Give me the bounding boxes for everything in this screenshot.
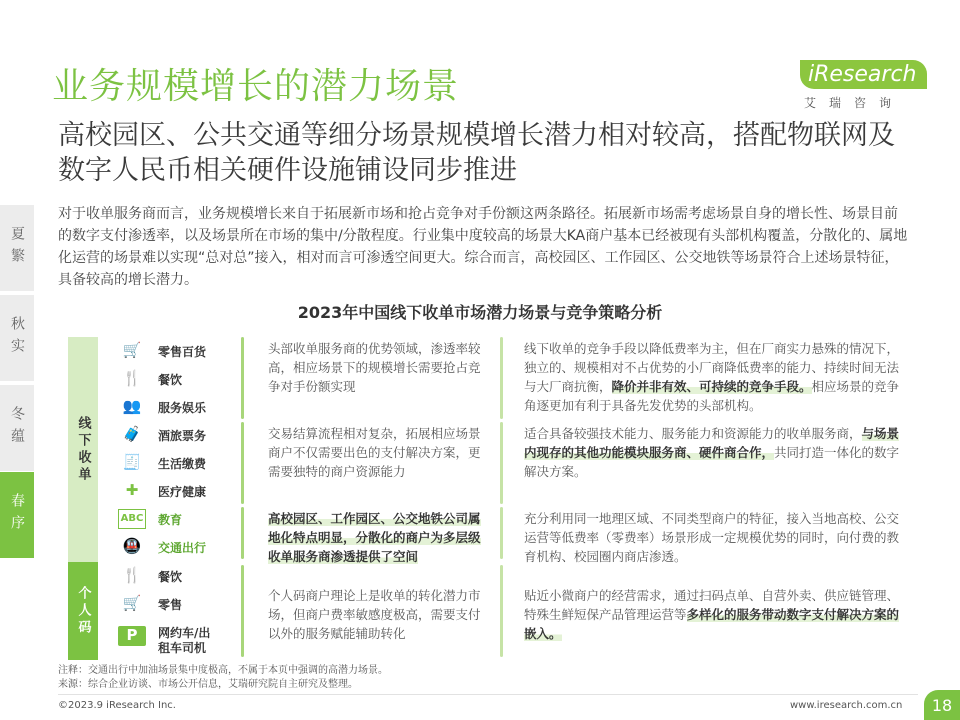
side-tab-spring[interactable]: 春序: [0, 472, 34, 558]
website-link[interactable]: www.iresearch.com.cn: [790, 700, 903, 711]
note-text: 注释：交通出行中加油场景集中度极高，不属于本页中强调的高潜力场景。: [58, 665, 388, 676]
logo-cn: 艾瑞咨询: [804, 96, 905, 110]
category-dining-personal: 🍴 餐饮: [118, 566, 182, 586]
iresearch-logo: [790, 54, 920, 114]
category-travel-ticket: 🧳 酒旅票务: [118, 425, 206, 445]
page-subtitle: 高校园区、公共交通等细分场景规模增长潜力相对较高，搭配物联网及数字人民币相关硬件设施铺设同步推进: [58, 120, 895, 186]
category-medical: ✚ 医疗健康: [118, 481, 206, 501]
row1-right-text: 线下收单的竞争手段以降低费率为主，但在厂商实力悬殊的情况下，独立的、规模相对不占优势的小厂商降低费率的能力、持续时间无法与大厂商抗衡，降价并非有效、可持续的竞争手段。相应场景的竞争角逐更加有利于具备先发优势的头部机构。: [524, 341, 900, 413]
category-utility-payment: 🧾 生活缴费: [118, 453, 206, 473]
side-tab-summer[interactable]: 夏繁: [0, 205, 34, 291]
category-education: ABC 教育: [118, 509, 182, 529]
intro-paragraph: 对于收单服务商而言，业务规模增长来自于拓展新市场和抢占竞争对手份额这两条路径。拓展新市场需考虑场景自身的增长性、场景目前的数字支付渗透率，以及场景所在市场的集中/分散程度。行业集中度较高的场景大KA商户基本已经被现有头部机构覆盖，分散化的、属地化运营的场景难以实现“总对总”接入，相对而言可渗透空间更大。综合而言，高校园区、工作园区、公交地铁等场景符合上述场景特征，具备较高的增长潜力。: [58, 206, 908, 288]
category-retail-personal: 🛒 零售: [118, 594, 182, 614]
dining-icon: 🍴: [122, 566, 142, 584]
row1-mid-text: 头部收单服务商的优势领域，渗透率较高，相应场景下的规模增长需要抢占竞争对手份额实现: [268, 341, 481, 394]
transit-icon: 🚇: [122, 537, 142, 555]
medical-icon: ✚: [125, 481, 139, 499]
group-offline-acquiring: 线下收单: [68, 337, 98, 562]
row4-mid-text: 个人码商户理论上是收单的转化潜力市场，但商户费率敏感度极高，需要支付以外的服务赋能辅助转化: [268, 588, 481, 641]
footer-divider: [58, 694, 918, 695]
row2-right-text: 适合具备较强技术能力、服务能力和资源能力的收单服务商，与场景内现存的其他功能模块服务商、硬件商合作，共同打造一体化的数字解决方案。: [524, 426, 900, 479]
divider: [241, 337, 244, 419]
side-tab-autumn[interactable]: 秋实: [0, 295, 34, 381]
side-tab-winter[interactable]: 冬蕴: [0, 385, 34, 471]
abc-icon: ABC: [118, 509, 146, 529]
divider: [500, 507, 503, 559]
source-text: 来源：综合企业访谈、市场公开信息，艾瑞研究院自主研究及整理。: [58, 679, 358, 690]
group-personal-code: 个人码: [68, 562, 98, 660]
page-number: 18: [924, 690, 960, 720]
traveler-icon: 🧳: [122, 425, 142, 443]
dining-icon: 🍴: [122, 369, 142, 387]
logo-text: iResearch: [800, 60, 927, 89]
category-entertainment: 👥 服务娱乐: [118, 397, 206, 417]
divider: [500, 565, 503, 657]
parking-icon: P: [118, 626, 146, 646]
divider: [500, 422, 503, 504]
cart-icon: 🛒: [122, 341, 142, 359]
divider: [500, 337, 503, 419]
row2-mid-text: 交易结算流程相对复杂，拓展相应场景商户不仅需要出色的支付解决方案，更需要独特的商户资源能力: [268, 426, 481, 479]
row3-right-text: 充分利用同一地理区域、不同类型商户的特征，接入当地高校、公交运营等低费率（零费率）场景形成一定规模优势的同时，向付费的教育机构、校园圈内商店渗透。: [524, 511, 900, 564]
people-icon: 👥: [122, 397, 142, 415]
category-ride-hailing: P 网约车/出租车司机: [118, 626, 222, 656]
notes: [58, 664, 388, 692]
page-title: 业务规模增长的潜力场景: [52, 66, 460, 107]
row3-mid-text: 高校园区、工作园区、公交地铁公司属地化特点明显，分散化的商户为多层级收单服务商渗透提供了空间: [268, 511, 481, 564]
divider: [241, 565, 244, 657]
category-retail-dept: 🛒 零售百货: [118, 341, 206, 361]
copyright: ©2023.9 iResearch Inc.: [58, 700, 176, 711]
category-transit: 🚇 交通出行: [118, 537, 206, 557]
category-dining: 🍴 餐饮: [118, 369, 182, 389]
divider: [241, 422, 244, 504]
row4-right-text: 贴近小微商户的经营需求，通过扫码点单、自营外卖、供应链管理、特殊生鲜短保产品管理运营等多样化的服务带动数字支付解决方案的嵌入。: [524, 588, 900, 641]
chart-title: 2023年中国线下收单市场潜力场景与竞争策略分析: [297, 303, 663, 322]
divider: [241, 507, 244, 559]
bill-icon: 🧾: [122, 453, 142, 471]
cart-icon: 🛒: [122, 594, 142, 612]
